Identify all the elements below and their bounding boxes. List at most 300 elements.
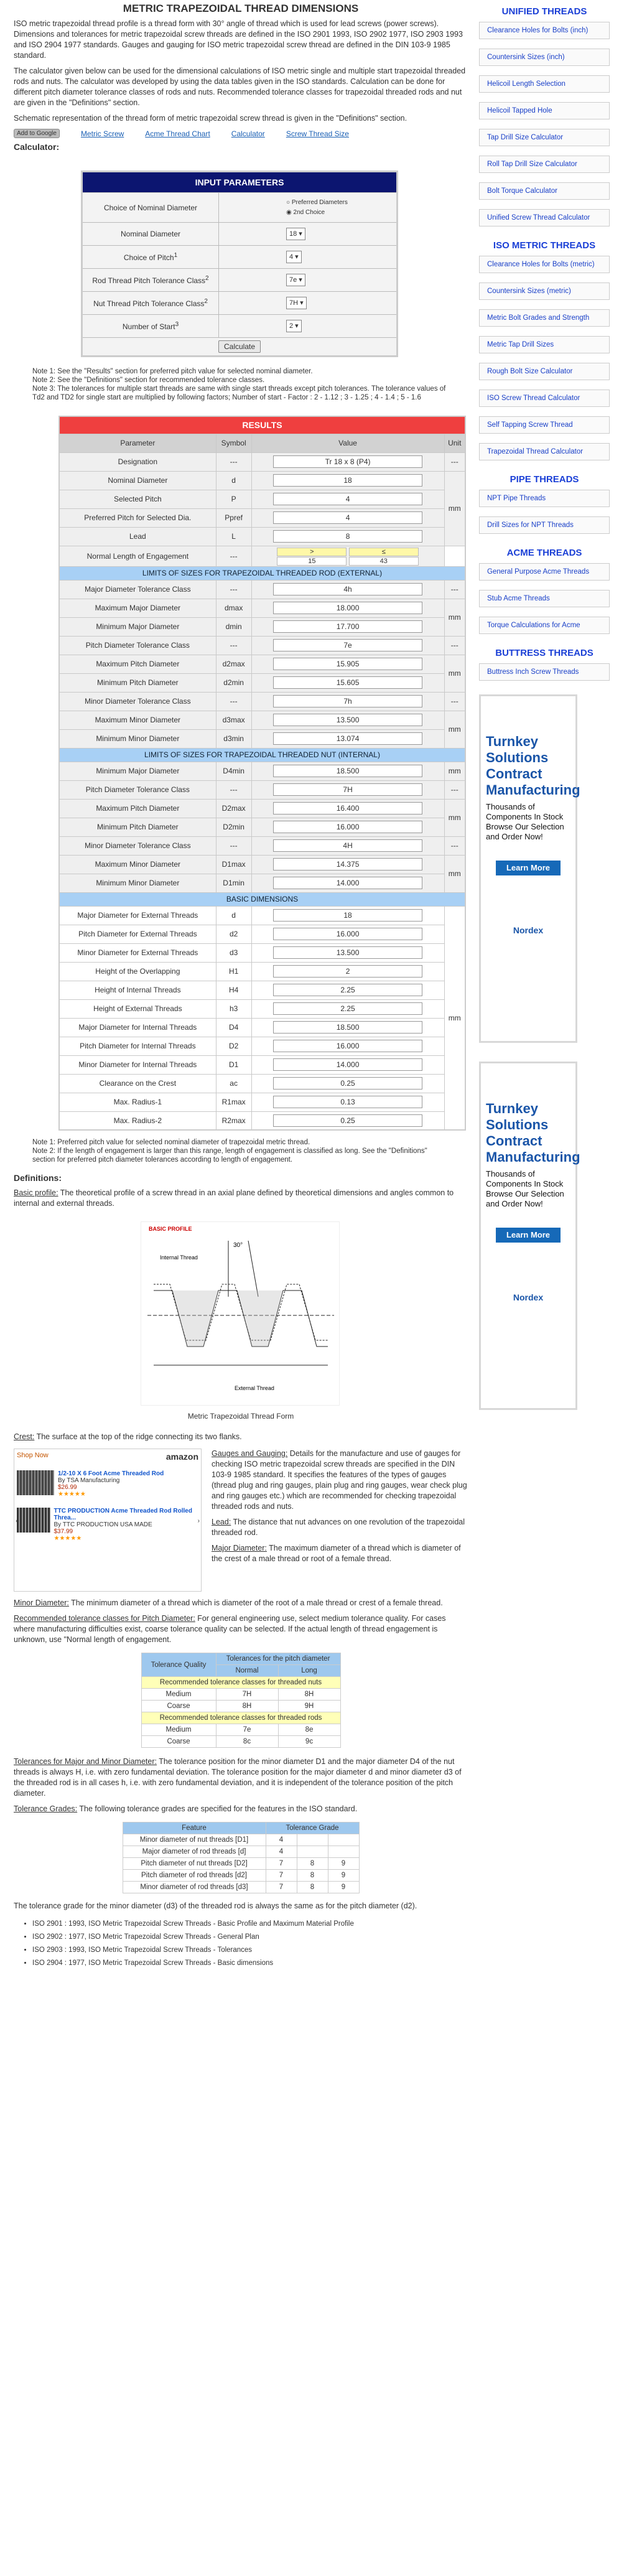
param-value: 15.605: [273, 676, 422, 689]
param-symbol: R2max: [216, 1111, 251, 1130]
param-value: 15.905: [273, 658, 422, 670]
col-header: Value: [251, 434, 444, 452]
param-unit: mm: [444, 762, 465, 780]
sidebar-link[interactable]: NPT Pipe Threads: [479, 490, 610, 507]
param-symbol: H1: [216, 962, 251, 981]
result-row: Normal Length of Engagement --- > ≤ 15 43: [59, 546, 465, 566]
result-row: [59, 692, 465, 711]
param-value: 14.375: [273, 858, 422, 870]
sidebar-link[interactable]: Bolt Torque Calculator: [479, 182, 610, 200]
sidebar-link[interactable]: Helicoil Tapped Hole: [479, 102, 610, 119]
param-symbol: D2: [216, 1037, 251, 1055]
prev-arrow-icon[interactable]: ‹: [16, 1518, 18, 1524]
sidebar-group-heading: ACME THREADS: [506, 548, 582, 558]
param-symbol: dmax: [216, 599, 251, 617]
grade-cell: Pitch diameter of rod threads [d2]: [123, 1870, 266, 1882]
shop-and-defs: [14, 1449, 468, 1592]
grade-cell: 7: [266, 1858, 297, 1870]
param-symbol: D4: [216, 1018, 251, 1037]
param-label: Minor Diameter Tolerance Class: [59, 692, 216, 711]
link-calculator[interactable]: Calculator: [231, 129, 265, 138]
sidebar-link[interactable]: Clearance Holes for Bolts (metric): [479, 256, 610, 273]
param-value: 14.000: [273, 1058, 422, 1071]
reference-item: • ISO 2902 : 1977, ISO Metric Trapezoidal Screw Threads - General Plan: [32, 1931, 468, 1944]
results-note-1: Note 1: Preferred pitch value for selected nominal diameter of trapezoidal metric thread.: [32, 1139, 310, 1146]
param-label: Maximum Pitch Diameter: [59, 799, 216, 818]
calculator-heading: Calculator:: [14, 142, 60, 152]
param-value: 13.500: [273, 714, 422, 726]
param-symbol: d2max: [216, 655, 251, 673]
param-label: Pitch Diameter Tolerance Class: [59, 780, 216, 799]
section-header-basic: BASIC DIMENSIONS: [59, 892, 465, 906]
def-tol-major-minor: Tolerances for Major and Minor Diameter: The tolerance position for the minor diameter D1 and the major diameter D4 of the nut threads is always H, i.e. with zero fundamental deviation. The tolerance position for the major diameter d and minor diameter d3 of the threaded rod is in all cases h, i.e. with zero fundamental deviation, and it is independent of the tolerance position of the pitch diameter.: [14, 1757, 462, 1798]
param-symbol: dmin: [216, 617, 251, 636]
param-unit: ---: [444, 580, 465, 599]
param-value: 16.000: [273, 1040, 422, 1052]
result-row: [59, 1037, 465, 1055]
param-label: Nominal Diameter: [59, 471, 216, 490]
radio-2nd-label: 2nd Choice: [293, 208, 325, 216]
ad-logo: Nordex: [513, 925, 544, 935]
param-value: 18.000: [273, 602, 422, 614]
ad-title: Turnkey Solutions Contract Manufacturing: [486, 734, 580, 798]
param-value: 13.074: [273, 732, 422, 745]
tol-normal: Normal: [216, 1665, 278, 1677]
sidebar-link[interactable]: Helicoil Length Selection: [479, 75, 610, 93]
diagram-caption: Metric Trapezoidal Thread Form: [187, 1412, 294, 1421]
tol-rod-sub: Recommended tolerance classes for threaded rods: [141, 1712, 340, 1724]
starts-label: Number of Start$^3$: [82, 315, 219, 338]
grade-row: [123, 1846, 359, 1858]
param-symbol: d3: [216, 943, 251, 962]
result-row: [59, 780, 465, 799]
ad-title: Turnkey Solutions Contract Manufacturing: [486, 1101, 580, 1165]
ad-text: Thousands of Components In Stock Browse Our Selection and Order Now!: [486, 1169, 564, 1208]
link-bar: [14, 129, 468, 138]
side-ad-1[interactable]: [479, 694, 580, 1043]
param-label: Minor Diameter for Internal Threads: [59, 1055, 216, 1074]
grade-row: [123, 1834, 359, 1846]
result-row: [59, 1055, 465, 1074]
param-label: Selected Pitch: [59, 490, 216, 508]
param-unit: ---: [444, 692, 465, 711]
param-value: 18: [273, 909, 422, 922]
ad-logo: Nordex: [513, 1292, 544, 1302]
col-header: Parameter: [59, 434, 216, 452]
def-minor-diameter: Minor Diameter: The minimum diameter of a thread which is diameter of the root of a male thread or crest of a female thread.: [14, 1598, 443, 1607]
param-value: 7e: [273, 639, 422, 651]
param-symbol: D1: [216, 1055, 251, 1074]
section-row: [59, 748, 465, 762]
grade-cell: Minor diameter of rod threads [d3]: [123, 1882, 266, 1893]
param-value: 7h: [273, 695, 422, 707]
param-symbol: R1max: [216, 1093, 251, 1111]
def-lead: Lead: The distance that nut advances on one revolution of the trapezoidal threaded rod.: [212, 1518, 465, 1537]
input-note-2: Note 2: See the "Definitions" section for recommended tolerance classes.: [32, 376, 265, 384]
input-note-3: Note 3: The tolerances for multiple start threads are same with single start threads except pitch tolerances. The tolerance values of Td2 and TD2 for single start are multiplied by following factors; Number of start - Factor : 2 - 1.12 ; 3 - 1.25 ; 4 - 1.4 ; 5 - 1.6: [32, 385, 446, 401]
param-value: 0.13: [273, 1096, 422, 1108]
result-row: [59, 855, 465, 874]
param-symbol: ---: [216, 452, 251, 471]
result-row: [59, 636, 465, 655]
input-parameters-table: [81, 170, 398, 357]
def-crest: Crest: The surface at the top of the ridge connecting its two flanks.: [14, 1432, 242, 1441]
param-unit: ---: [444, 636, 465, 655]
param-value: 17.700: [273, 620, 422, 633]
param-symbol: ---: [216, 580, 251, 599]
param-value: 8: [273, 530, 422, 543]
param-symbol: D1max: [216, 855, 251, 874]
grade-cell: 8: [297, 1870, 328, 1882]
sidebar-link[interactable]: Metric Tap Drill Sizes: [479, 336, 610, 353]
param-label: Height of External Threads: [59, 999, 216, 1018]
tol-nut-sub: Recommended tolerance classes for threaded nuts: [141, 1677, 340, 1689]
param-symbol: h3: [216, 999, 251, 1018]
result-row: [59, 762, 465, 780]
param-symbol: d2: [216, 925, 251, 943]
diagram-tag: BASIC PROFILE: [149, 1226, 192, 1232]
rod-tol-label: Rod Thread Pitch Tolerance Class$^2$: [82, 269, 219, 292]
reference-item: • ISO 2904 : 1977, ISO Metric Trapezoidal Screw Threads - Basic dimensions: [32, 1957, 468, 1970]
result-row: [59, 527, 465, 546]
pitch-select[interactable]: 4 ▾: [286, 251, 302, 263]
def-gauges: Gauges and Gauging: Details for the manufacture and use of gauges for checking ISO metric trapezoidal screw threads are specified in the DIN 103-9 1985 standard. It specifies the features of the types of gauges (thread plug and ring gauges, plain plug and ring gauges, wear check plug and ring gauges etc.) which are recommended for checking trapezoidal threaded rods and nuts.: [212, 1449, 467, 1511]
result-row: [59, 799, 465, 818]
param-value: 13.500: [273, 946, 422, 959]
param-symbol: ---: [216, 636, 251, 655]
param-symbol: P: [216, 490, 251, 508]
product-brand-2: By TTC PRODUCTION USA MADE: [54, 1521, 152, 1528]
param-unit: mm: [444, 799, 465, 836]
sidebar-link[interactable]: Clearance Holes for Bolts (inch): [479, 22, 610, 39]
input-header: INPUT PARAMETERS: [82, 172, 398, 193]
reference-item: • ISO 2903 : 1993, ISO Metric Trapezoidal Screw Threads - Tolerances: [32, 1944, 468, 1957]
product-image-1[interactable]: [17, 1470, 54, 1495]
col-header: Unit: [444, 434, 465, 452]
param-label: Max. Radius-1: [59, 1093, 216, 1111]
result-row: [59, 1093, 465, 1111]
sidebar-link[interactable]: Drill Sizes for NPT Threads: [479, 516, 610, 534]
sidebar-link[interactable]: Trapezoidal Thread Calculator: [479, 443, 610, 460]
param-label: Height of Internal Threads: [59, 981, 216, 999]
product-brand-1: By TSA Manufacturing: [58, 1477, 120, 1484]
sidebar-link[interactable]: Roll Tap Drill Size Calculator: [479, 156, 610, 173]
grade-cell: 8: [297, 1858, 328, 1870]
param-value: 16.400: [273, 802, 422, 814]
param-symbol: ---: [216, 546, 251, 566]
ad-learn-more-button[interactable]: Learn More: [496, 861, 561, 875]
starts-select[interactable]: 2 ▾: [286, 320, 302, 332]
section-row: [59, 892, 465, 906]
def-basic-profile: Basic profile: The theoretical profile of a screw thread in an axial plane defined by theoretical dimensions and angles common to internal and external threads.: [14, 1188, 454, 1208]
tol-h1: Tolerance Quality: [141, 1653, 216, 1677]
param-symbol: L: [216, 527, 251, 546]
add-to-google-button[interactable]: Add to Google: [14, 129, 60, 138]
param-label: Maximum Minor Diameter: [59, 855, 216, 874]
param-label: Major Diameter for External Threads: [59, 906, 216, 925]
param-label: Minor Diameter for External Threads: [59, 943, 216, 962]
sidebar-link[interactable]: Countersink Sizes (metric): [479, 282, 610, 300]
nut-tolerance-select[interactable]: 7H ▾: [286, 297, 307, 309]
param-unit: mm: [444, 471, 465, 546]
col-header: Symbol: [216, 434, 251, 452]
param-symbol: H4: [216, 981, 251, 999]
grade-row: [123, 1870, 359, 1882]
param-symbol: ---: [216, 780, 251, 799]
nut-tol-label: Nut Thread Pitch Tolerance Class$^2$: [82, 292, 219, 315]
def-tol-grades: Tolerance Grades: The following tolerance grades are specified for the features in the ISO standard.: [14, 1804, 358, 1813]
section-header-nut: LIMITS OF SIZES FOR TRAPEZOIDAL THREADED NUT (INTERNAL): [59, 748, 465, 762]
sidebar-link[interactable]: ISO Screw Thread Calculator: [479, 390, 610, 407]
param-label: Pitch Diameter for Internal Threads: [59, 1037, 216, 1055]
calculate-button[interactable]: Calculate: [218, 340, 261, 353]
param-unit: ---: [444, 836, 465, 855]
grade-cell: [328, 1834, 359, 1846]
param-label: Minor Diameter Tolerance Class: [59, 836, 216, 855]
results-note-2: Note 2: If the length of engagement is larger than this range, length of engagement is classified as long. See the "Definitions" section for preferred pitch diameter tolerances according to length of engagement.: [32, 1147, 427, 1164]
link-metric-screw[interactable]: Metric Screw: [80, 129, 124, 138]
param-label: Maximum Pitch Diameter: [59, 655, 216, 673]
shop-now-label: Shop Now: [17, 1452, 49, 1459]
def-recommended: Recommended tolerance classes for Pitch Diameter: For general engineering use, select medium tolerance quality. For cases where manufacturing difficulties exist, coarse tolerance quality can be selected. If the actual length of thread engagement is unknown, use "Normal length of engagement.: [14, 1614, 446, 1644]
result-row: [59, 925, 465, 943]
link-screw-thread-size[interactable]: Screw Thread Size: [286, 129, 349, 138]
result-row: [59, 981, 465, 999]
grade-cell: 4: [266, 1846, 297, 1858]
result-row: [59, 599, 465, 617]
param-value: 16.000: [273, 928, 422, 940]
definitions-heading: Definitions:: [14, 1173, 62, 1183]
param-symbol: D4min: [216, 762, 251, 780]
sidebar-group-heading: BUTTRESS THREADS: [495, 648, 593, 658]
result-row: [59, 836, 465, 855]
grade-cell: 8: [297, 1882, 328, 1893]
grade-cell: 9: [328, 1858, 359, 1870]
product-image-2[interactable]: [17, 1508, 50, 1533]
param-label: Minimum Minor Diameter: [59, 874, 216, 892]
param-label: Maximum Major Diameter: [59, 599, 216, 617]
side-ad-2[interactable]: [479, 1062, 580, 1410]
param-label: Clearance on the Crest: [59, 1074, 216, 1093]
param-unit: mm: [444, 906, 465, 1130]
input-note-1: Note 1: See the "Results" section for preferred pitch value for selected nominal diameter.: [32, 368, 313, 375]
intro-paragraph-1: ISO metric trapezoidal thread profile is a thread form with 30° angle of thread which is used for lead screws (power screws). Dimensions and tolerances for metric trapezoidal screw threads are defined in the ISO 2901 1993, ISO 2902 1977, ISO 2903 1993 and ISO 2904 1977 standards. Gauges and gauging for ISO metric trapezoidal screw thread are defined in the DIN 103-9 1985 standard.: [14, 19, 463, 60]
main-content: [14, 0, 468, 1970]
param-value: 16.000: [273, 821, 422, 833]
param-value: 7H: [273, 783, 422, 796]
rod-tolerance-select[interactable]: 7e ▾: [286, 274, 305, 286]
thread-profile-diagram: [141, 1221, 340, 1406]
param-symbol: D1min: [216, 874, 251, 892]
result-row: [59, 673, 465, 692]
sidebar-link[interactable]: Torque Calculations for Acme: [479, 617, 610, 634]
results-table: [58, 416, 466, 1131]
result-row: [59, 943, 465, 962]
param-value: 0.25: [273, 1077, 422, 1090]
sidebar-group-heading: UNIFIED THREADS: [501, 6, 587, 17]
param-label: Preferred Pitch for Selected Dia.: [59, 508, 216, 527]
result-row: [59, 580, 465, 599]
product-price-2: $37.99: [54, 1528, 73, 1535]
grade-cell: [297, 1834, 328, 1846]
angle-label: 30°: [233, 1242, 243, 1249]
grd-h2: Tolerance Grade: [266, 1822, 359, 1834]
amazon-widget: [14, 1449, 202, 1592]
product-title-1[interactable]: 1/2-10 X 6 Foot Acme Threaded Rod: [58, 1470, 164, 1477]
ad-text: Thousands of Components In Stock Browse Our Selection and Order Now!: [486, 802, 564, 841]
param-symbol: ---: [216, 836, 251, 855]
tolerance-grade-table: [123, 1822, 360, 1893]
param-symbol: Ppref: [216, 508, 251, 527]
param-unit: mm: [444, 711, 465, 748]
sidebar-link[interactable]: Metric Bolt Grades and Strength: [479, 309, 610, 327]
product-rating-1: ★★★★★: [58, 1491, 86, 1498]
result-row: [59, 818, 465, 836]
param-value: 18.500: [273, 765, 422, 777]
param-label: Normal Length of Engagement: [59, 546, 216, 566]
product-title-2[interactable]: TTC PRODUCTION Acme Threaded Rod Rolled Threa...: [54, 1508, 192, 1521]
param-unit: ---: [444, 780, 465, 799]
grade-cell: 7: [266, 1870, 297, 1882]
section-row: [59, 566, 465, 580]
choice-diameter-label: Choice of Nominal Diameter: [82, 193, 219, 223]
param-unit: ---: [444, 452, 465, 471]
page-title: METRIC TRAPEZOIDAL THREAD DIMENSIONS: [123, 2, 359, 14]
param-symbol: d2min: [216, 673, 251, 692]
param-symbol: ---: [216, 692, 251, 711]
product-rating-2: ★★★★★: [54, 1535, 82, 1542]
sidebar-link[interactable]: Unified Screw Thread Calculator: [479, 209, 610, 226]
param-value: 2: [273, 965, 422, 978]
param-unit: mm: [444, 655, 465, 692]
nominal-diameter-label: Nominal Diameter: [82, 223, 219, 246]
grade-cell: 7: [266, 1882, 297, 1893]
result-row: [59, 452, 465, 471]
def-major-diameter: Major Diameter: The maximum diameter of a thread which is diameter of the crest of a male thread or root of a female thread.: [212, 1544, 461, 1563]
param-label: Minimum Minor Diameter: [59, 729, 216, 748]
result-row: [59, 1074, 465, 1093]
next-arrow-icon[interactable]: ›: [197, 1518, 200, 1524]
nominal-diameter-select[interactable]: 18 ▾: [286, 228, 305, 240]
sidebar-link[interactable]: Countersink Sizes (inch): [479, 49, 610, 66]
param-value: 18: [273, 474, 422, 487]
param-symbol: ac: [216, 1074, 251, 1093]
results-header: RESULTS: [59, 416, 465, 434]
result-row: [59, 729, 465, 748]
sidebar-link[interactable]: Stub Acme Threads: [479, 590, 610, 607]
sidebar-link[interactable]: Self Tapping Screw Thread: [479, 416, 610, 434]
param-label: Minimum Major Diameter: [59, 617, 216, 636]
tolerance-class-table: Tolerance Quality Tolerances for the pitch diameter Normal Long Recommended tolerance classes for threaded nuts Medium 7H 8H Coarse 8H 9H Recommended tolerance classes for threaded rods Medium 7e 8e Coarse 8c 9c: [141, 1653, 341, 1748]
param-label: Designation: [59, 452, 216, 471]
def-last: The tolerance grade for the minor diameter (d3) of the threaded rod is always the same as for the pitch diameter (d2).: [14, 1902, 417, 1910]
radio-preferred-label: Preferred Diameters: [291, 198, 348, 206]
ad-learn-more-button[interactable]: Learn More: [496, 1228, 561, 1243]
external-thread-label: External Thread: [235, 1385, 274, 1391]
param-symbol: D2max: [216, 799, 251, 818]
grade-cell: Minor diameter of nut threads [D1]: [123, 1834, 266, 1846]
sidebar-link[interactable]: General Purpose Acme Threads: [479, 563, 610, 581]
param-label: Major Diameter Tolerance Class: [59, 580, 216, 599]
sidebar-group-heading: ISO METRIC THREADS: [493, 240, 596, 251]
result-row: [59, 874, 465, 892]
grade-cell: Major diameter of rod threads [d]: [123, 1846, 266, 1858]
references-list: [32, 1918, 468, 1970]
radio-2nd-choice[interactable]: ◉: [286, 208, 294, 216]
sidebar-group-heading: PIPE THREADS: [510, 474, 579, 485]
link-acme-thread-chart[interactable]: Acme Thread Chart: [145, 129, 210, 138]
param-symbol: d3min: [216, 729, 251, 748]
param-label: Height of the Overlapping: [59, 962, 216, 981]
param-unit: mm: [444, 599, 465, 636]
grade-cell: 9: [328, 1882, 359, 1893]
intro-paragraph-2: The calculator given below can be used for the dimensional calculations of ISO metric single and multiple start trapezoidal threaded rods and nuts. The calculator was developed by using the data tables given in the ISO standards. Calculation can be done for different pitch diameter tolerance classes of rods and nuts. Recommended tolerance classes for trapezoidal threaded rods and nut are given in the "Definitions" section.: [14, 67, 466, 107]
param-value: 0.25: [273, 1114, 422, 1127]
grade-row: [123, 1882, 359, 1893]
sidebar-link[interactable]: Tap Drill Size Calculator: [479, 129, 610, 146]
intro-paragraph-3: Schematic representation of the thread form of metric trapezoidal screw thread is given in the "Definitions" section.: [14, 114, 407, 123]
param-label: Pitch Diameter Tolerance Class: [59, 636, 216, 655]
col-header-row: [59, 434, 465, 452]
internal-thread-label: Internal Thread: [160, 1254, 198, 1261]
param-value: 14.000: [273, 877, 422, 889]
pitch-label: Choice of Pitch$^1$: [82, 246, 219, 269]
param-value: 4h: [273, 583, 422, 595]
grd-h1: Feature: [123, 1822, 266, 1834]
param-value: Tr 18 x 8 (P4): [273, 455, 422, 468]
grade-row: [123, 1858, 359, 1870]
grade-cell: [297, 1846, 328, 1858]
param-symbol: d: [216, 471, 251, 490]
result-row: [59, 999, 465, 1018]
param-label: Max. Radius-2: [59, 1111, 216, 1130]
grade-cell: 9: [328, 1870, 359, 1882]
param-value: 4: [273, 493, 422, 505]
result-row: [59, 655, 465, 673]
result-row: [59, 1111, 465, 1130]
reference-item: • ISO 2901 : 1993, ISO Metric Trapezoidal Screw Threads - Basic Profile and Maximum Material Profile: [32, 1918, 468, 1931]
tol-long: Long: [278, 1665, 340, 1677]
grade-cell: 4: [266, 1834, 297, 1846]
section-header-rod: LIMITS OF SIZES FOR TRAPEZOIDAL THREADED ROD (EXTERNAL): [59, 566, 465, 580]
product-price-1: $26.99: [58, 1484, 77, 1491]
param-label: Minimum Pitch Diameter: [59, 818, 216, 836]
param-label: Minimum Major Diameter: [59, 762, 216, 780]
param-symbol: D2min: [216, 818, 251, 836]
sidebar: [479, 0, 610, 1410]
param-unit: mm: [444, 855, 465, 892]
param-symbol: d: [216, 906, 251, 925]
result-row: [59, 906, 465, 925]
param-label: Maximum Minor Diameter: [59, 711, 216, 729]
grade-cell: [328, 1846, 359, 1858]
result-row: [59, 471, 465, 490]
result-row: [59, 1018, 465, 1037]
param-value: 2.25: [273, 1002, 422, 1015]
radio-preferred[interactable]: ○: [286, 198, 292, 206]
param-value: 4H: [273, 839, 422, 852]
param-label: Major Diameter for Internal Threads: [59, 1018, 216, 1037]
sidebar-link[interactable]: Buttress Inch Screw Threads: [479, 663, 610, 681]
amazon-logo: amazon: [165, 1452, 198, 1462]
param-label: Lead: [59, 527, 216, 546]
param-value: 2.25: [273, 984, 422, 996]
sidebar-link[interactable]: Rough Bolt Size Calculator: [479, 363, 610, 380]
result-row: [59, 617, 465, 636]
result-row: [59, 508, 465, 527]
grade-cell: Pitch diameter of nut threads [D2]: [123, 1858, 266, 1870]
results-header-row: [59, 416, 465, 434]
